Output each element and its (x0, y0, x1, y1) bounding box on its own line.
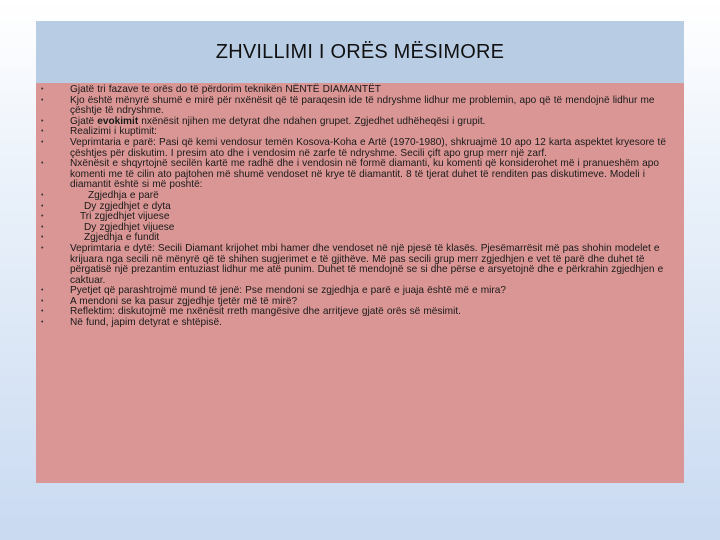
bullet-item: • Gjatë tri fazave te orës do të përdorim teknikën NËNTË DIAMANTËT (41, 84, 381, 95)
bullet-item: • Pyetjet që parashtrojmë mund të jenë: Pse mendoni se zgjedhja e parë e juaja është më e mira? (41, 285, 507, 297)
bullet-icon: • (41, 213, 44, 221)
bullet-list (36, 83, 684, 329)
bullet-icon: • (41, 308, 44, 316)
bullet-item: • Reflektim: diskutojmë me nxënësit rreth mangësive dhe arritjeve gjatë orës së mësimit. (41, 306, 461, 318)
bullet-icon: • (41, 297, 44, 305)
bullet-item: • A mendoni se ka pasur zgjedhje tjetër më të mirë? (41, 295, 298, 307)
bullet-icon: • (41, 128, 44, 136)
bullet-icon: • (41, 234, 44, 242)
bullet-icon: • (41, 96, 44, 104)
bullet-icon: • (41, 319, 44, 327)
diamant-level-item: • Dy zgjedhjet vijuese (41, 221, 175, 233)
bullet-item: • Nxënësit e shqyrtojnë secilën kartë me radhë dhe i vendosin në formë diamanti, ku komenti që konsiderohet më i pranueshëm apo komenti me të cilin ato pajtohen më shumë vendoset në krye të diamantit. 8 të tjerat duhet të renditen pas diskutimeve. Modeli i diamantit është si më poshtë: (41, 158, 659, 191)
title-bar (36, 21, 684, 83)
bullet-icon: • (41, 191, 44, 199)
bullet-icon: • (41, 202, 44, 210)
content-panel (36, 83, 684, 483)
bullet-item: • Kjo është mënyrë shumë e mirë për nxënësit që të paraqesin ide të ndryshme lidhur me problemin, apo që të mendojnë lidhur me çështje të ndryshme. (41, 94, 655, 117)
slide-title: ZHVILLIMI I ORËS MËSIMORE (215, 40, 505, 63)
bullet-item: • Veprimtaria e dytë: Secili Diamant krijohet mbi hamer dhe vendoset në një pjesë të klasës. Pjesëmarrësit më pas shohin modelet e krijuara nga secili në mënyrë që të shihen sugjerimet e të gjithëve. Më pas secili grup merr zgjedhjen e vet të parë dhe duhet të përgatisë një prezantim entuziast lidhur me atë punim. Duhet të mendojnë se si dhe përse e arsyetojnë dhe e përkrahin zgjedhjen e caktuar. (41, 242, 664, 286)
diamant-level-item: • Dy zgjedhjet e dyta (41, 200, 171, 212)
bullet-icon: • (41, 223, 44, 231)
bold-term: evokimit (97, 115, 139, 127)
bullet-item: • Në fund, japim detyrat e shtëpisë. (41, 317, 222, 329)
bullet-icon: • (41, 86, 44, 93)
diamant-level-item: • Zgjedhja e parë (41, 189, 159, 201)
bullet-icon: • (41, 117, 44, 125)
bullet-icon: • (41, 160, 44, 168)
diamant-level-item: • Zgjedhja e fundit (41, 232, 160, 244)
bullet-item: • Realizimi i kuptimit: (41, 126, 157, 138)
bullet-icon: • (41, 287, 44, 295)
bullet-item: • Gjatë evokimit nxënësit njihen me detyrat dhe ndahen grupet. Zgjedhet udhëheqësi i grupit. (41, 115, 486, 127)
bullet-icon: • (41, 138, 44, 146)
bullet-icon: • (41, 244, 44, 252)
diamant-level-item: • Tri zgjedhjet vijuese (41, 211, 170, 223)
bullet-item: • Veprimtaria e parë: Pasi që kemi vendosur temën Kosova-Koha e Artë (1970-1980), shkruajmë 10 apo 12 karta aspektet kryesore të çështjes për diskutim. I presim ato dhe i vendosim në zarfe të ndryshme. Secili çift apo grup merr një zarf. (41, 136, 666, 159)
